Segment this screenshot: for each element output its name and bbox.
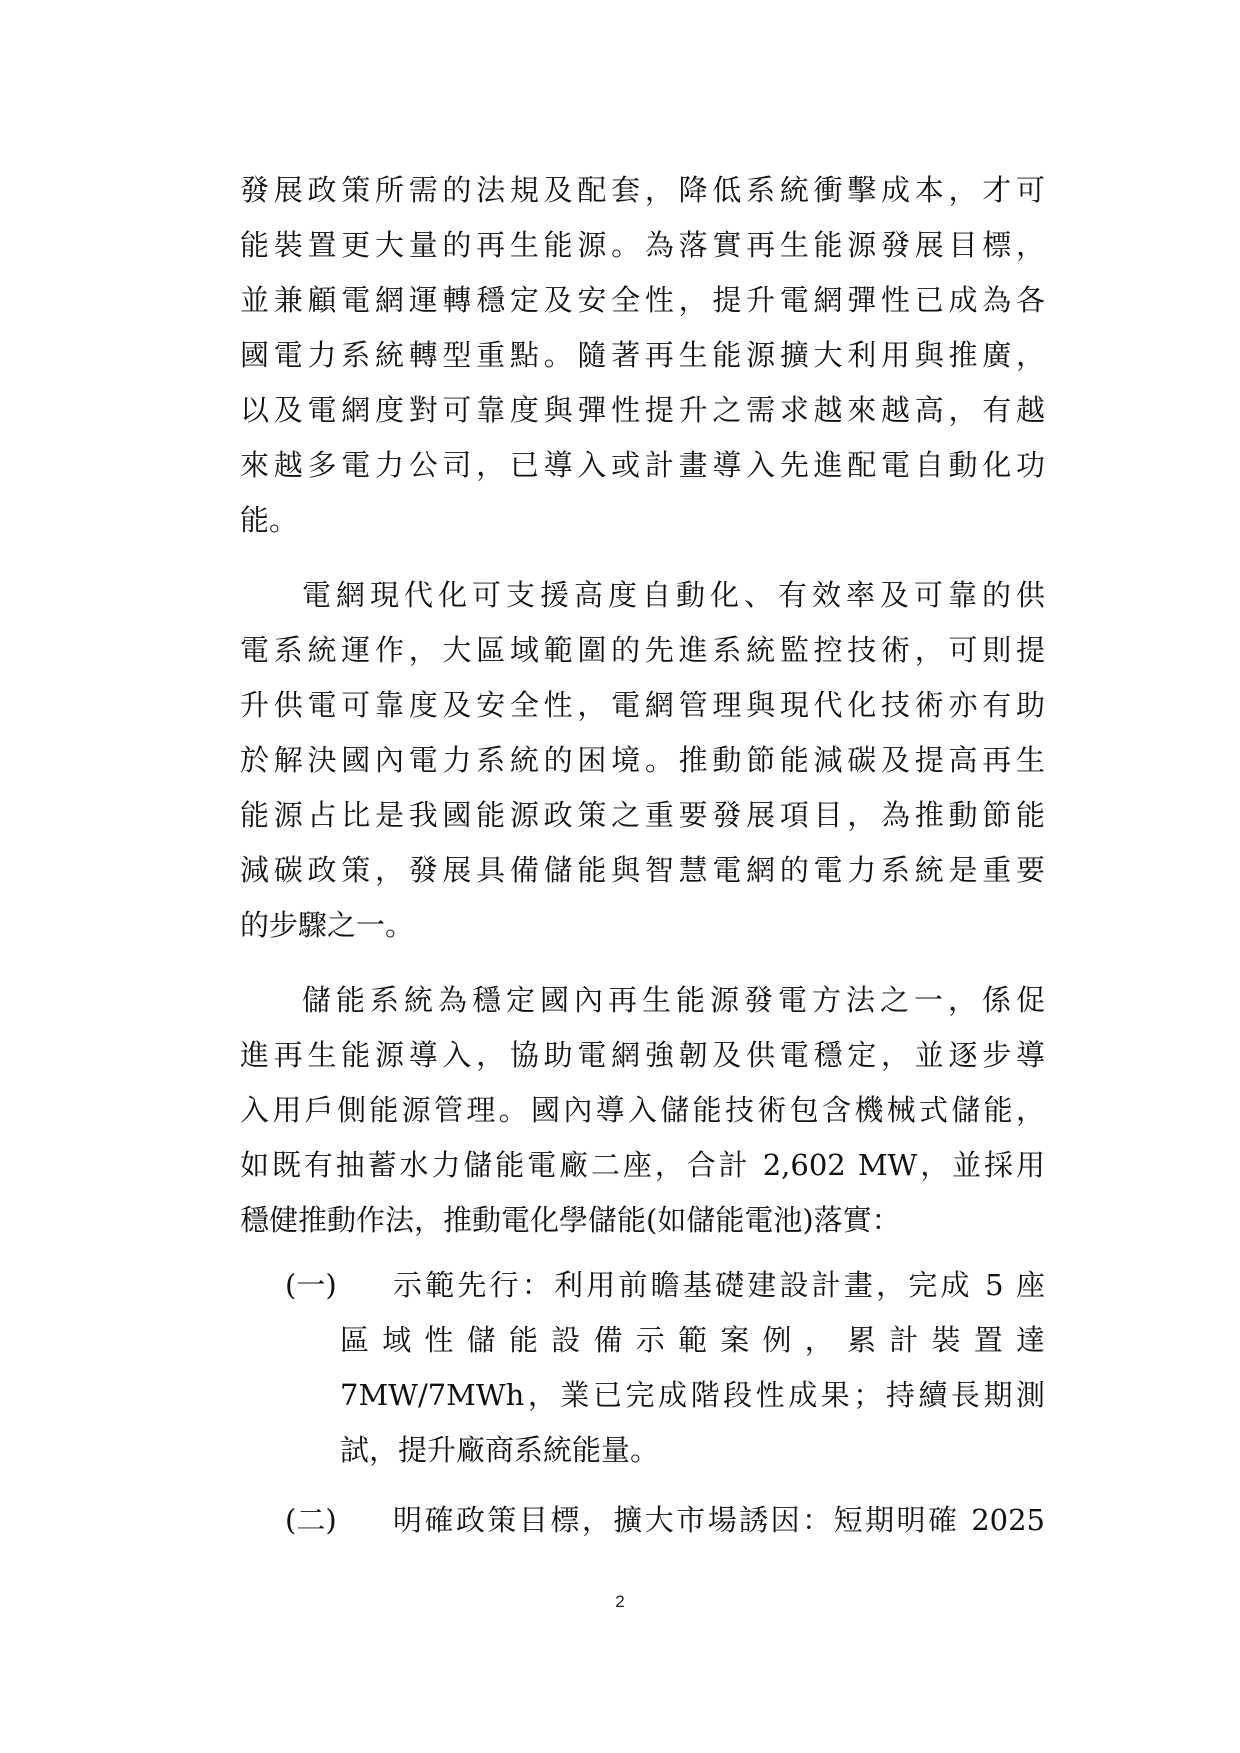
page-number: 2 <box>615 1592 625 1611</box>
list-item-line: 試，提升廠商系統能量。 <box>340 1433 660 1467</box>
paragraph-line: 來越多電力公司，已導入或計畫導入先進配電自動化功 <box>240 448 1045 482</box>
paragraph-line: 升供電可靠度及安全性，電網管理與現代化技術亦有助 <box>240 688 1045 722</box>
list-item-label: (一) <box>285 1268 337 1302</box>
list-item-label: (二) <box>285 1503 337 1537</box>
paragraph-line: 能源占比是我國能源政策之重要發展項目，為推動節能 <box>240 798 1045 832</box>
paragraph-line: 能裝置更大量的再生能源。為落實再生能源發展目標， <box>240 228 1045 262</box>
paragraph-line: 的步驟之一。 <box>240 908 415 942</box>
list-item-line: 示範先行：利用前瞻基礎建設計畫，完成 5 座 <box>393 1268 1045 1302</box>
paragraph-line: 減碳政策，發展具備儲能與智慧電網的電力系統是重要 <box>240 853 1045 887</box>
list-item-line: 7MW/7MWh，業已完成階段性成果；持續長期測 <box>340 1378 1045 1412</box>
paragraph-line: 以及電網度對可靠度與彈性提升之需求越來越高，有越 <box>240 393 1045 427</box>
paragraph-line: 於解決國內電力系統的困境。推動節能減碳及提高再生 <box>240 743 1045 777</box>
paragraph-line: 電系統運作，大區域範圍的先進系統監控技術，可則提 <box>240 633 1045 667</box>
paragraph-line: 發展政策所需的法規及配套，降低系統衝擊成本，才可 <box>240 173 1045 207</box>
paragraph-line: 如既有抽蓄水力儲能電廠二座，合計 2,602 MW，並採用 <box>240 1148 1045 1182</box>
list-item-line: 區域性儲能設備示範案例，累計裝置達 <box>340 1323 1045 1357</box>
paragraph-line: 進再生能源導入，協助電網強韌及供電穩定，並逐步導 <box>240 1038 1045 1072</box>
paragraph-line: 電網現代化可支援高度自動化、有效率及可靠的供 <box>302 578 1045 612</box>
paragraph-line: 能。 <box>240 503 299 537</box>
list-item-line: 明確政策目標，擴大市場誘因：短期明確 2025 <box>393 1503 1045 1537</box>
paragraph-line: 並兼顧電網運轉穩定及安全性，提升電網彈性已成為各 <box>240 283 1045 317</box>
paragraph-line: 入用戶側能源管理。國內導入儲能技術包含機械式儲能， <box>240 1093 1045 1127</box>
paragraph-line: 國電力系統轉型重點。隨著再生能源擴大利用與推廣， <box>240 338 1045 372</box>
paragraph-line: 儲能系統為穩定國內再生能源發電方法之一，係促 <box>302 983 1045 1017</box>
paragraph-line: 穩健推動作法，推動電化學儲能(如儲能電池)落實： <box>240 1203 901 1237</box>
